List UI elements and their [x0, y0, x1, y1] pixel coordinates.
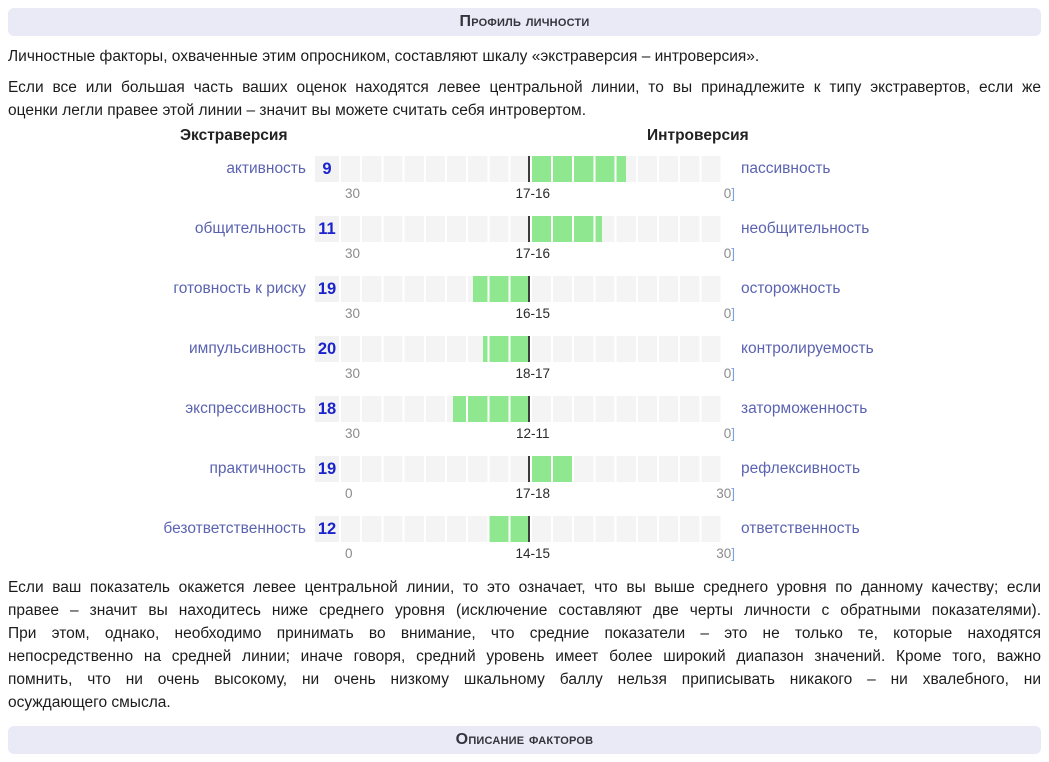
scale-grid-overlay: [341, 156, 721, 182]
scale-axis-values: [345, 366, 735, 384]
axis-right-value: [724, 366, 735, 381]
axis-right-number: 30: [716, 546, 732, 561]
axis-left-value: 30: [345, 186, 361, 201]
extraversion-pole-label: Экстраверсия: [180, 127, 288, 144]
axis-left-value: 0: [345, 546, 353, 561]
paragraph-line: Если все или большая часть ваших оценок находятся левее центральной линии, то вы принадлежите к типу экстравертов, если же: [8, 79, 1041, 96]
explanation-paragraph: [8, 76, 1041, 122]
axis-end-bracket: ]: [731, 546, 735, 561]
profile-row-irresponsibility: [0, 516, 1049, 542]
paragraph-line: Если ваш показатель окажется левее центральной линии, то это означает, что вы выше среднего уровня по данному качеству; если: [8, 579, 1041, 596]
axis-right-number: 30: [716, 486, 732, 501]
factor-score: 20: [315, 336, 339, 362]
scale-grid-overlay: [341, 216, 721, 242]
center-line: [528, 456, 530, 482]
factor-score: 12: [315, 516, 339, 542]
factor-scale-bar: [341, 336, 721, 362]
introversion-pole-label: Интроверсия: [647, 127, 749, 144]
center-line: [528, 216, 530, 242]
profile-row-sociability: [0, 216, 1049, 242]
center-line: [528, 156, 530, 182]
paragraph-line: непосредственно на средней линии; иначе говоря, средний уровень имеет более широкий диапазон значений. Кроме того, важно: [8, 648, 1041, 665]
axis-end-bracket: ]: [731, 186, 735, 201]
center-line: [528, 276, 530, 302]
paragraph-line: осуждающего смысла.: [8, 694, 171, 711]
axis-left-value: 30: [345, 246, 361, 261]
axis-right-number: 0: [723, 306, 732, 321]
axis-right-number: 0: [723, 246, 732, 261]
axis-right-number: 0: [723, 186, 732, 201]
axis-left-value: 30: [345, 426, 361, 441]
profile-row-expressiveness: [0, 396, 1049, 422]
axis-end-bracket: ]: [731, 486, 735, 501]
paragraph-line: правее – значит вы находитесь ниже среднего уровня (исключение составляют две черты личности с обратными показателями).: [8, 602, 1041, 619]
profile-row-impulsiveness: [0, 336, 1049, 362]
axis-right-value: [724, 306, 735, 321]
factor-scale-bar: [341, 456, 721, 482]
factor-score: 19: [315, 276, 339, 302]
axis-end-bracket: ]: [731, 246, 735, 261]
center-line: [528, 336, 530, 362]
factor-right-label: необщительность: [741, 220, 870, 237]
factor-scale-bar: [341, 156, 721, 182]
axis-left-value: 30: [345, 366, 361, 381]
factor-left-label: практичность: [209, 460, 306, 477]
center-line: [528, 516, 530, 542]
scale-axis-values: [345, 426, 735, 444]
axis-right-number: 0: [723, 366, 732, 381]
center-line: [528, 396, 530, 422]
factor-scale-bar: [341, 516, 721, 542]
axis-right-value: [724, 426, 735, 441]
factor-left-label: импульсивность: [189, 340, 306, 357]
factor-scale-bar: [341, 216, 721, 242]
factor-left-label: безответственность: [163, 520, 306, 537]
axis-center-value: 17-18: [515, 486, 550, 501]
axis-right-value: [716, 546, 735, 561]
personality-profile-chart: [0, 156, 1049, 564]
factor-right-label: заторможенность: [741, 400, 868, 417]
scale-axis-values: [345, 246, 735, 264]
profile-row-risk-readiness: [0, 276, 1049, 302]
factor-left-label: общительность: [194, 220, 306, 237]
scale-grid-overlay: [341, 396, 721, 422]
paragraph-line: оценки легли правее этой линии – значит вы можете считать себя интровертом.: [8, 102, 587, 119]
profile-row-activity: [0, 156, 1049, 182]
axis-left-value: 0: [345, 486, 353, 501]
section-header-profile: Профиль личности: [8, 8, 1041, 36]
scale-axis-values: [345, 486, 735, 504]
axis-center-value: 17-16: [515, 186, 550, 201]
factor-right-label: ответственность: [741, 520, 860, 537]
paragraph-line: помнить, что ни очень высокому, ни очень низкому шкальному баллу нельзя приписывать никакого – ни хвалебного, ни: [8, 671, 1041, 688]
scale-axis-values: [345, 306, 735, 324]
section-header-factor-descriptions: Описание факторов: [8, 726, 1041, 754]
axis-right-value: [724, 246, 735, 261]
factor-scale-bar: [341, 396, 721, 422]
axis-left-value: 30: [345, 306, 361, 321]
factor-score: 19: [315, 456, 339, 482]
axis-end-bracket: ]: [731, 426, 735, 441]
intro-paragraph: Личностные факторы, охваченные этим опросником, составляют шкалу «экстраверсия – интроверсия».: [8, 48, 760, 65]
paragraph-line: При этом, однако, необходимо принимать во внимание, что средние показатели – это не только те, которые находятся: [8, 625, 1041, 642]
axis-right-value: [716, 486, 735, 501]
scale-grid-overlay: [341, 276, 721, 302]
factor-scale-bar: [341, 276, 721, 302]
profile-row-practicality: [0, 456, 1049, 482]
axis-center-value: 14-15: [515, 546, 550, 561]
scale-pole-headers: [0, 127, 1049, 147]
axis-center-value: 18-17: [515, 366, 550, 381]
axis-end-bracket: ]: [731, 306, 735, 321]
factor-left-label: готовность к риску: [173, 280, 306, 297]
factor-score: 11: [315, 216, 339, 242]
axis-right-number: 0: [723, 426, 732, 441]
interpretation-paragraph: [8, 576, 1041, 714]
factor-left-label: активность: [226, 160, 306, 177]
factor-right-label: рефлексивность: [741, 460, 861, 477]
scale-grid-overlay: [341, 516, 721, 542]
factor-right-label: контролируемость: [741, 340, 874, 357]
factor-score: 18: [315, 396, 339, 422]
factor-left-label: экспрессивность: [185, 400, 306, 417]
axis-right-value: [724, 186, 735, 201]
factor-right-label: осторожность: [741, 280, 841, 297]
factor-score: 9: [315, 156, 339, 182]
axis-end-bracket: ]: [731, 366, 735, 381]
axis-center-value: 16-15: [515, 306, 550, 321]
axis-center-value: 12-11: [515, 426, 550, 441]
scale-grid-overlay: [341, 336, 721, 362]
factor-right-label: пассивность: [741, 160, 831, 177]
scale-axis-values: [345, 186, 735, 204]
scale-axis-values: [345, 546, 735, 564]
axis-center-value: 17-16: [515, 246, 550, 261]
scale-grid-overlay: [341, 456, 721, 482]
